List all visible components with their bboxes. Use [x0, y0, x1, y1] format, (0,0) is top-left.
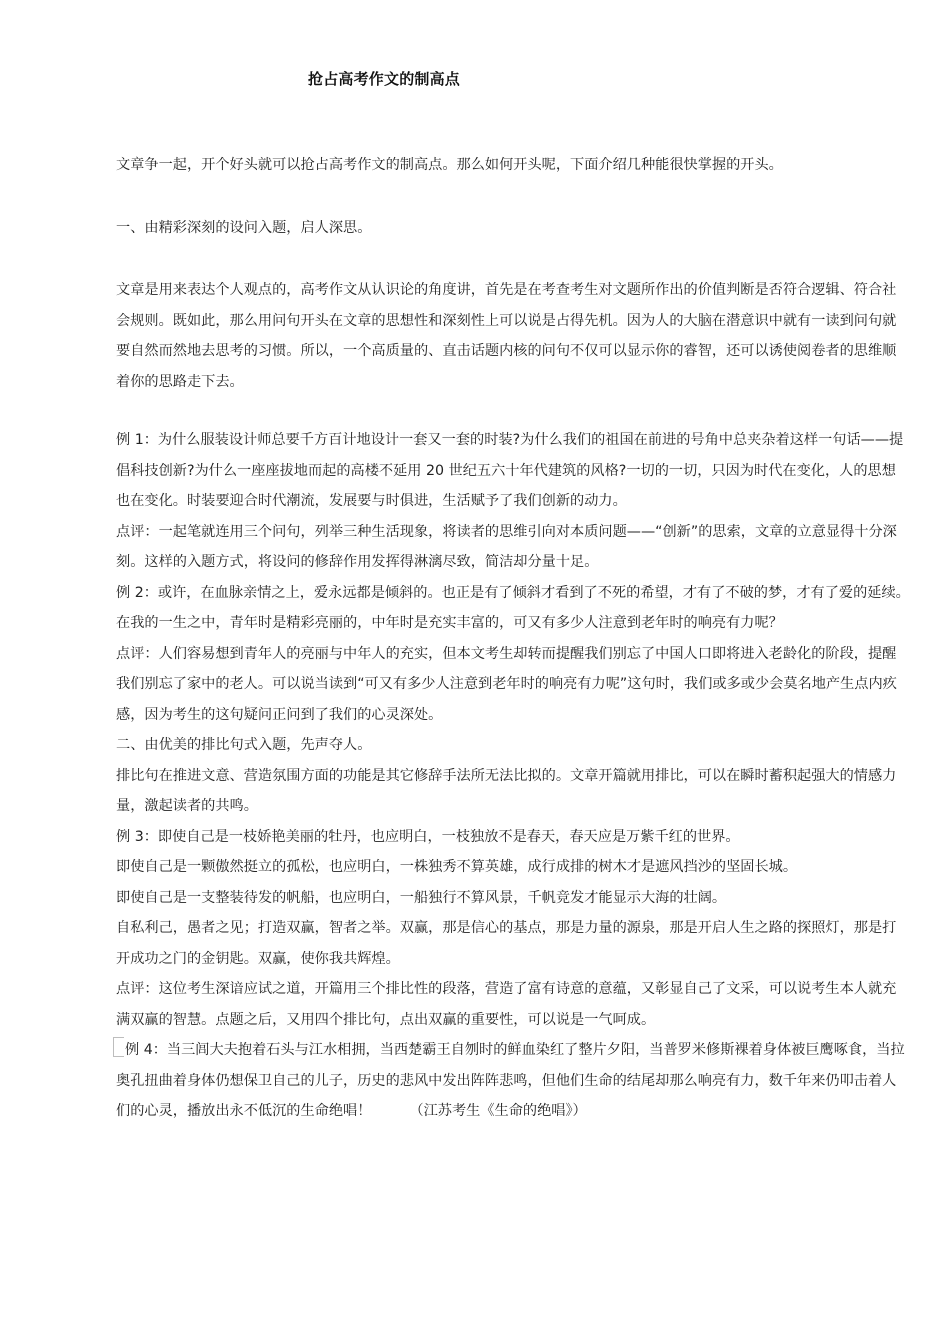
example-3-line-4: 自私利己，愚者之见；打造双赢，智者之举。双赢，那是信心的基点，那是力量的源泉，那是开启人生之路的探照灯，那是打开成功之门的金钥匙。双赢，使你我共辉煌。	[116, 920, 897, 967]
comment-3: 点评：这位考生深谙应试之道，开篇用三个排比性的段落，营造了富有诗意的意蕴，又彰显自己了文采，可以说考生本人就充满双赢的智慧。点题之后，又用四个排比句，点出双赢的重要性，可以说是一气呵成。	[116, 981, 897, 1028]
section-heading-1: 一、由精彩深刻的设问入题，启人深思。	[116, 219, 372, 236]
explanation-paragraph-2: 排比句在推进文意、营造氛围方面的功能是其它修辞手法所无法比拟的。文章开篇就用排比，可以在瞬时蓄积起强大的情感力量，激起读者的共鸣。	[116, 767, 897, 814]
comment-1: 点评：一起笔就连用三个问句，列举三种生活现象，将读者的思维引向对本质问题——“创新”的思索，文章的立意显得十分深刻。这样的入题方式，将设问的修辞作用发挥得淋漓尽致，简洁却分量十足。	[116, 523, 897, 570]
section-heading-2: 二、由优美的排比句式入题，先声夺人。	[116, 737, 372, 753]
example-4	[116, 1035, 910, 1127]
paragraph-marker	[113, 1037, 124, 1057]
article-body	[116, 150, 910, 1127]
example-4-source: （江苏考生《生命的绝唱》）	[409, 1103, 587, 1119]
comment-2: 点评：人们容易想到青年人的亮丽与中年人的充实，但本文考生却转而提醒我们别忘了中国人口即将进入老龄化的阶段，提醒我们别忘了家中的老人。可以说当读到“可又有多少人注意到老年时的响亮有力呢”这句时，我们或多或少会莫名地产生点内疚感，因为考生的这句疑问正问到了我们的心灵深处。	[116, 645, 897, 723]
page-title: 抢占高考作文的制高点	[308, 70, 461, 88]
example-1: 例 1：为什么服装设计师总要千方百计地设计一套又一套的时装?为什么我们的祖国在前进的号角中总夹杂着这样一句话——提倡科技创新?为什么一座座拔地而起的高楼不延用 20 世纪五六十年代建筑的风格?一切的一切，只因为时代在变化，人的思想也在变化。时装要迎合时代潮流，发展要与时俱进，生活赋予了我们创新的动力。	[116, 432, 904, 509]
explanation-paragraph-1: 文章是用来表达个人观点的，高考作文从认识论的角度讲，首先是在考查考生对文题所作出的价值判断是否符合逻辑、符合社会规则。既如此，那么用问句开头在文章的思想性和深刻性上可以说是占得先机。因为人的大脑在潜意识中就有一读到问句就要自然而然地去思考的习惯。所以，一个高质量的、直击话题内核的问句不仅可以显示你的睿智，还可以诱使阅卷者的思维顺着你的思路走下去。	[116, 282, 897, 390]
example-3-line-1: 例 3：即使自己是一枝娇艳美丽的牡丹，也应明白，一枝独放不是春天，春天应是万紫千红的世界。	[116, 828, 740, 845]
intro-paragraph: 文章争一起，开个好头就可以抢占高考作文的制高点。那么如何开头呢，下面介绍几种能很快掌握的开头。	[116, 157, 783, 173]
example-4-text: 例 4：当三闾大夫抱着石头与江水相拥，当西楚霸王自刎时的鲜血染红了整片夕阳，当普罗米修斯裸着身体被巨鹰啄食，当拉奥孔扭曲着身体仍想保卫自己的儿子，历史的悲风中发出阵阵悲鸣，但他们生命的结尾却那么响亮有力，数千年来仍叩击着人们的心灵，播放出永不低沉的生命绝唱！	[116, 1042, 905, 1119]
example-3-line-2: 即使自己是一颗傲然挺立的孤松，也应明白，一株独秀不算英雄，成行成排的树木才是遮风挡沙的坚固长城。	[116, 859, 798, 875]
example-3-line-3: 即使自己是一支整装待发的帆船，也应明白，一船独行不算风景，千帆竞发才能显示大海的壮阔。	[116, 889, 727, 906]
example-2: 例 2：或许，在血脉亲情之上，爱永远都是倾斜的。也正是有了倾斜才看到了不死的希望，才有了不破的梦，才有了爱的延续。在我的一生之中，青年时是精彩亮丽的，中年时是充实丰富的，可又有多少人注意到老年时的响亮有力呢？	[116, 584, 910, 631]
